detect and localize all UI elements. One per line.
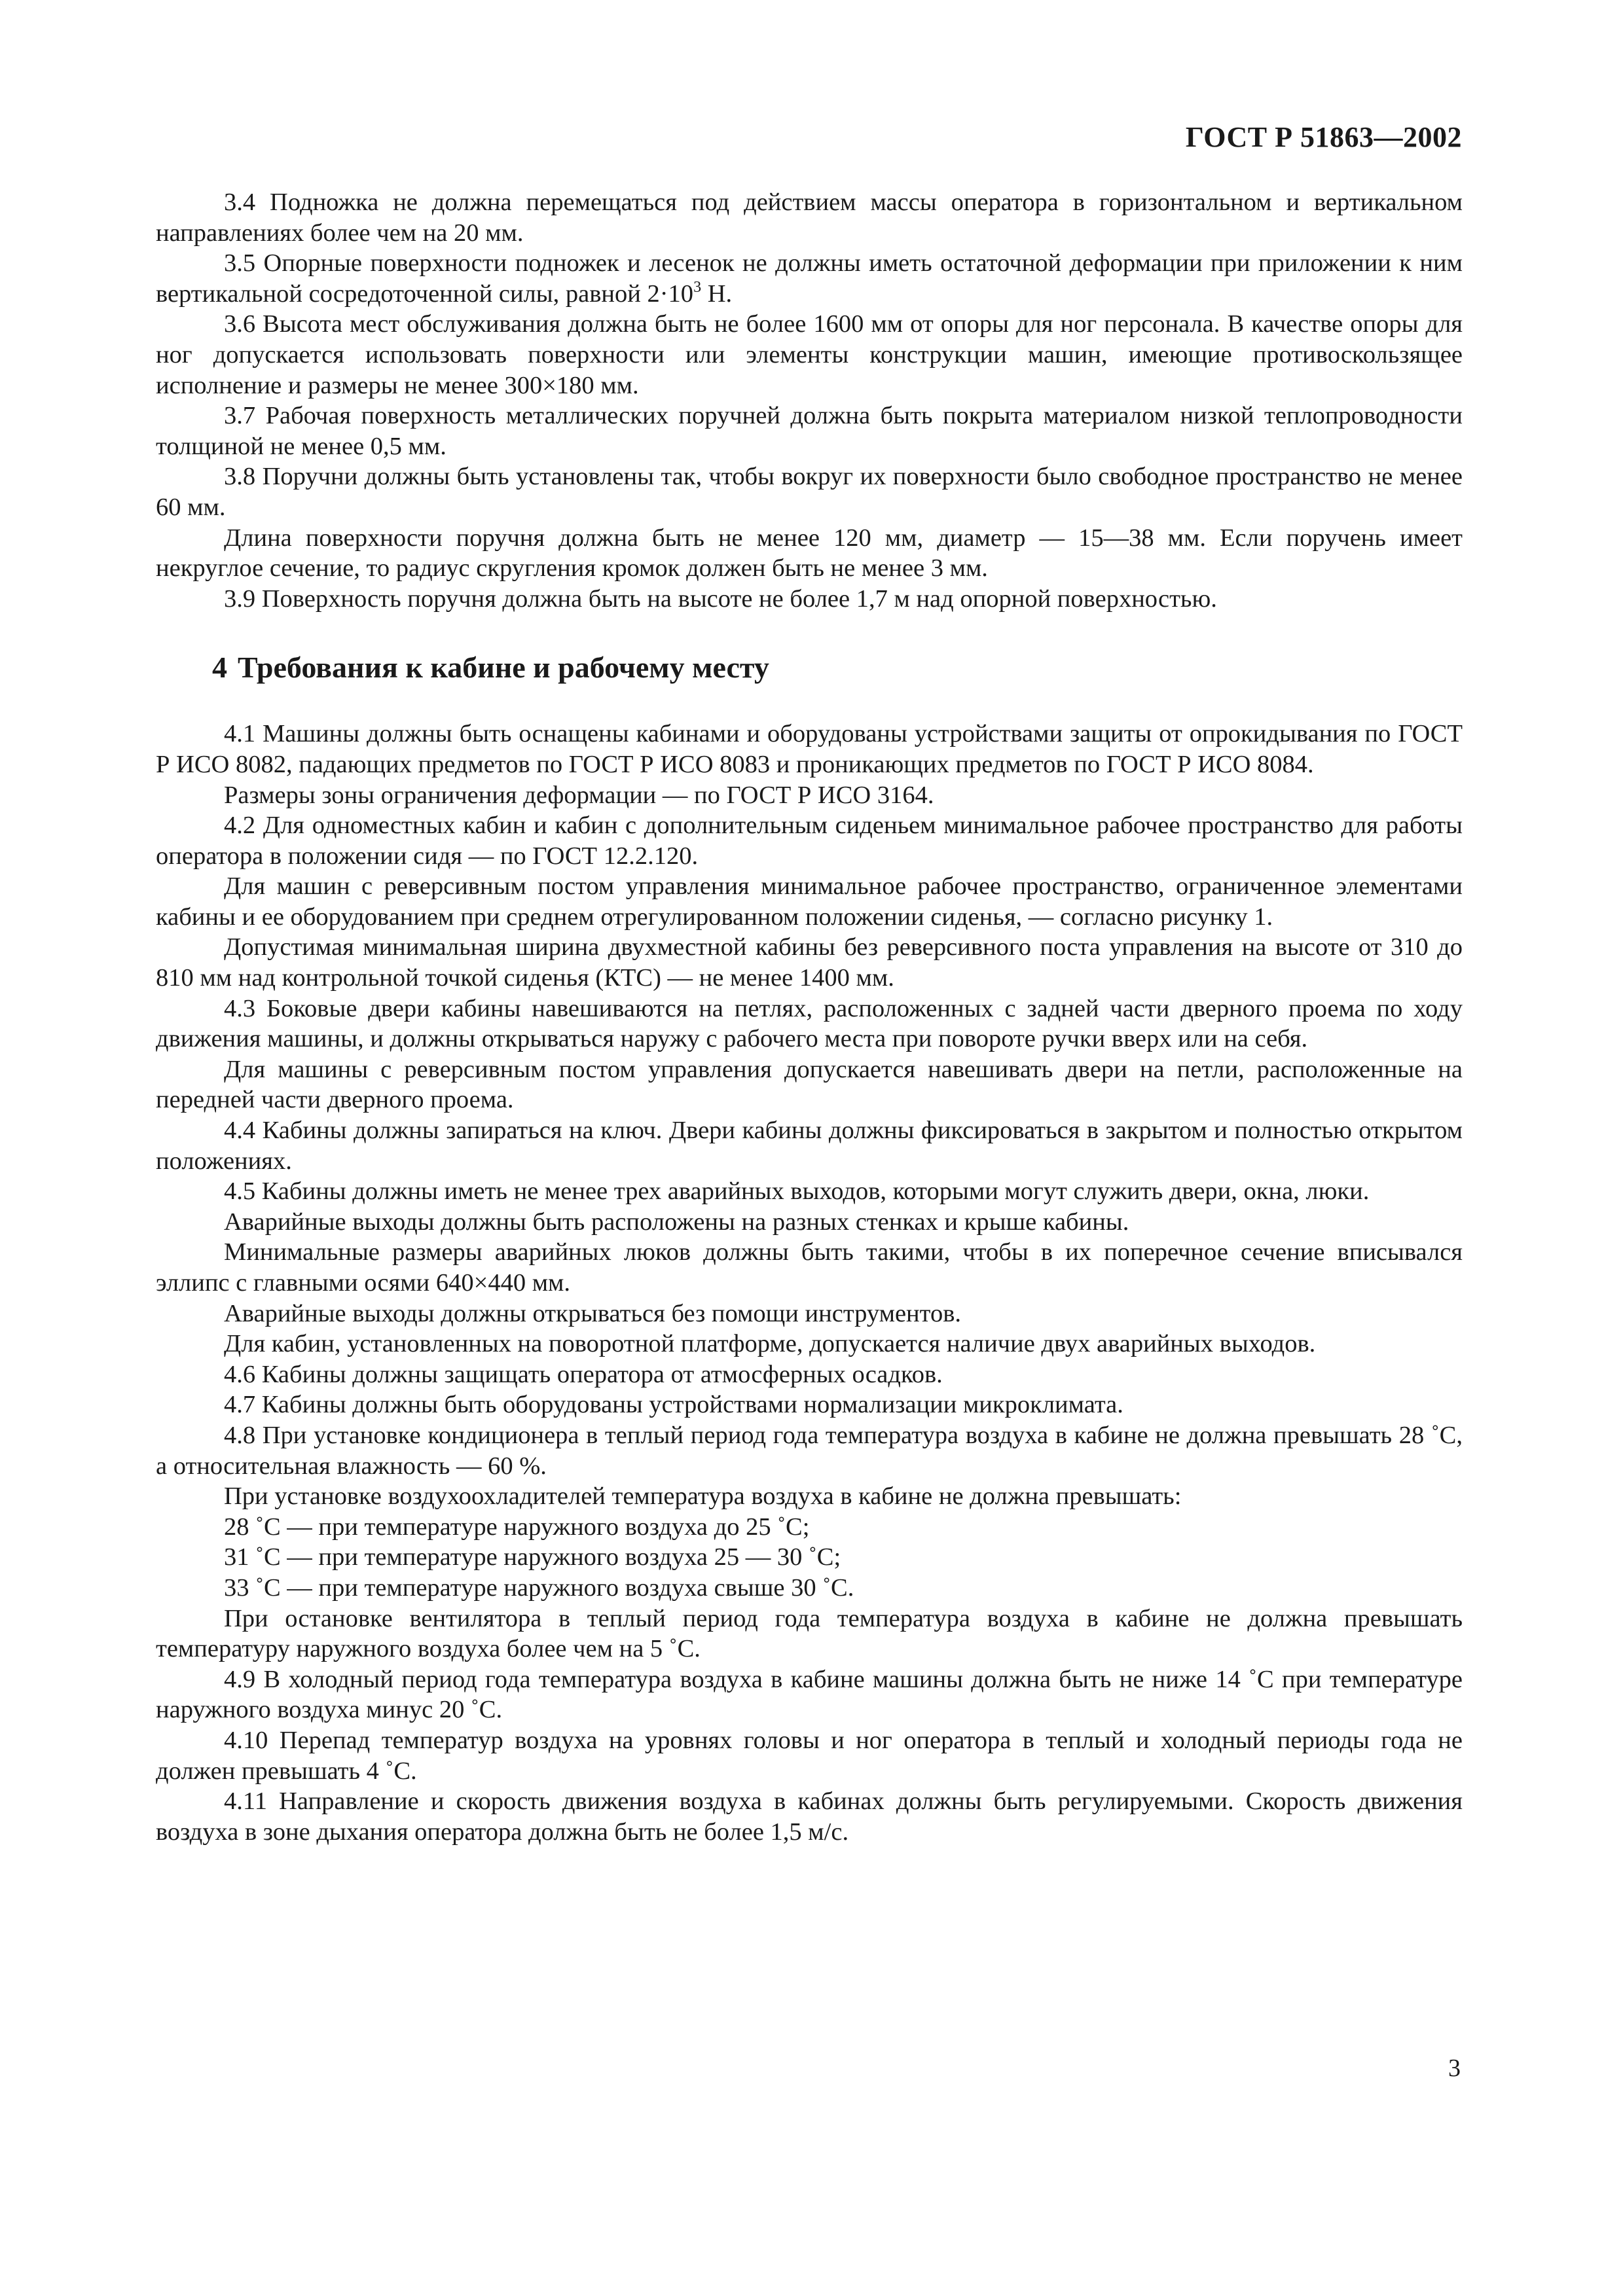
- paragraph-3-5: [156, 248, 1463, 309]
- section-title: Требования к кабине и рабочему месту: [238, 651, 769, 685]
- paragraph-4-3-continued: Для машины с реверсивным постом управления допускается навешивать двери на петли, расположенные на передней части дверного проема.: [156, 1055, 1463, 1114]
- paragraph-4-4: 4.4 Кабины должны запираться на ключ. Двери кабины должны фиксироваться в закрытом и полностью открытом положениях.: [156, 1117, 1463, 1175]
- paragraph-4-10: 4.10 Перепад температур воздуха на уровнях головы и ног оператора в теплый и холодный периоды года не должен превышать 4 ˚С.: [156, 1726, 1463, 1785]
- paragraph-4-2: 4.2 Для одноместных кабин и кабин с дополнительным сиденьем минимальное рабочее пространство для работы оператора в положении сидя — по ГОСТ 12.2.120.: [156, 812, 1463, 870]
- paragraph-4-7: 4.7 Кабины должны быть оборудованы устройствами нормализации микроклимата.: [224, 1391, 1123, 1419]
- paragraph-4-11: 4.11 Направление и скорость движения воздуха в кабинах должны быть регулируемыми. Скорость движения воздуха в зоне дыхания оператора должна быть не более 1,5 м/с.: [156, 1787, 1463, 1846]
- paragraph-4-8: 4.8 При установке кондиционера в теплый период года температура воздуха в кабине не должна превышать 28 ˚С, а относительная влажность — 60 %.: [156, 1421, 1463, 1480]
- paragraph-3-8-continued: Длина поверхности поручня должна быть не менее 120 мм, диаметр — 15—38 мм. Если поручень имеет некруглое сечение, то радиус скругления кромок должен быть не менее 3 мм.: [156, 524, 1463, 583]
- document-body: [156, 187, 1463, 1847]
- paragraph-4-2-continued: Для машин с реверсивным постом управления минимальное рабочее пространство, ограниченное элементами кабины и ее оборудованием при среднем отрегулированном положении сиденья, — согласно рисунку 1.: [156, 872, 1463, 931]
- paragraph-3-8: 3.8 Поручни должны быть установлены так, чтобы вокруг их поверхности было свободное пространство не менее 60 мм.: [156, 463, 1463, 521]
- paragraph-4-1: 4.1 Машины должны быть оснащены кабинами и оборудованы устройствами защиты от опрокидывания по ГОСТ Р ИСО 8082, падающих предметов по ГОСТ Р ИСО 8083 и проникающих предметов по ГОСТ Р ИСО 8084.: [156, 720, 1463, 778]
- paragraph-4-1-continued: Размеры зоны ограничения деформации — по ГОСТ Р ИСО 3164.: [224, 781, 934, 809]
- document-header: ГОСТ Р 51863—2002: [1185, 121, 1462, 153]
- paragraph-4-9: 4.9 В холодный период года температура воздуха в кабине машины должна быть не ниже 14 ˚С при температуре наружного воздуха минус 20 ˚С.: [156, 1665, 1463, 1724]
- paragraph-4-6: 4.6 Кабины должны защищать оператора от атмосферных осадков.: [224, 1360, 943, 1388]
- paragraph-4-2-width: Допустимая минимальная ширина двухместной кабины без реверсивного поста управления на высоте от 310 до 810 мм над контрольной точкой сиденья (КТС) — не менее 1400 мм.: [156, 933, 1463, 992]
- paragraph-4-5-platform: Для кабин, установленных на поворотной платформе, допускается наличие двух аварийных выходов.: [224, 1330, 1316, 1358]
- paragraph-4-5-sizes: Минимальные размеры аварийных люков должны быть такими, чтобы в их поперечное сечение вписывался эллипс с главными осями 640×440 мм.: [156, 1238, 1463, 1297]
- paragraph-4-8-coolers: При установке воздухоохладителей температура воздуха в кабине не должна превышать:: [224, 1482, 1182, 1511]
- paragraph-4-8-item-1: 28 ˚С — при температуре наружного воздуха до 25 ˚С;: [224, 1513, 810, 1541]
- paragraph-4-5-walls: Аварийные выходы должны быть расположены на разных стенках и крыше кабины.: [224, 1208, 1129, 1236]
- paragraph-4-5-tools: Аварийные выходы должны открываться без помощи инструментов.: [224, 1299, 962, 1327]
- paragraph-3-6: 3.6 Высота мест обслуживания должна быть не более 1600 мм от опоры для ног персонала. В качестве опоры для ног допускается использовать поверхности или элементы конструкции машин, имеющие противоскользящее исполнение и размеры не менее 300×180 мм.: [156, 310, 1463, 399]
- paragraph-3-7: 3.7 Рабочая поверхность металлических поручней должна быть покрыта материалом низкой теплопроводности толщиной не менее 0,5 мм.: [156, 402, 1463, 460]
- paragraph-3-9: 3.9 Поверхность поручня должна быть на высоте не более 1,7 м над опорной поверхностью.: [224, 584, 1217, 613]
- unit: Н.: [701, 279, 733, 308]
- section-number: 4: [212, 651, 227, 685]
- paragraph-4-3: 4.3 Боковые двери кабины навешиваются на петлях, расположенных с задней части дверного проема по ходу движения машины, и должны открываться наружу с рабочего места при повороте ручки вверх или на себя.: [156, 994, 1463, 1053]
- exponent: 3: [693, 278, 702, 296]
- paragraph-4-8-item-2: 31 ˚С — при температуре наружного воздуха 25 — 30 ˚С;: [224, 1543, 841, 1571]
- section-4-heading: [156, 649, 1463, 686]
- paragraph-4-8-item-3: 33 ˚С — при температуре наружного воздуха свыше 30 ˚С.: [224, 1573, 854, 1602]
- paragraph-3-4: 3.4 Подножка не должна перемещаться под действием массы оператора в горизонтальном и вертикальном направлениях более чем на 20 мм.: [156, 188, 1463, 247]
- paragraph-3-5-text: 3.5 Опорные поверхности подножек и лесенок не должны иметь остаточной деформации при приложении к ним вертикальной сосредоточенной силы, равной 2·10: [156, 249, 1463, 308]
- paragraph-4-8-fan: При остановке вентилятора в теплый период года температура воздуха в кабине не должна превышать температуру наружного воздуха более чем на 5 ˚С.: [156, 1604, 1463, 1663]
- paragraph-4-5: 4.5 Кабины должны иметь не менее трех аварийных выходов, которыми могут служить двери, окна, люки.: [224, 1177, 1370, 1206]
- page-number: 3: [1448, 2054, 1461, 2082]
